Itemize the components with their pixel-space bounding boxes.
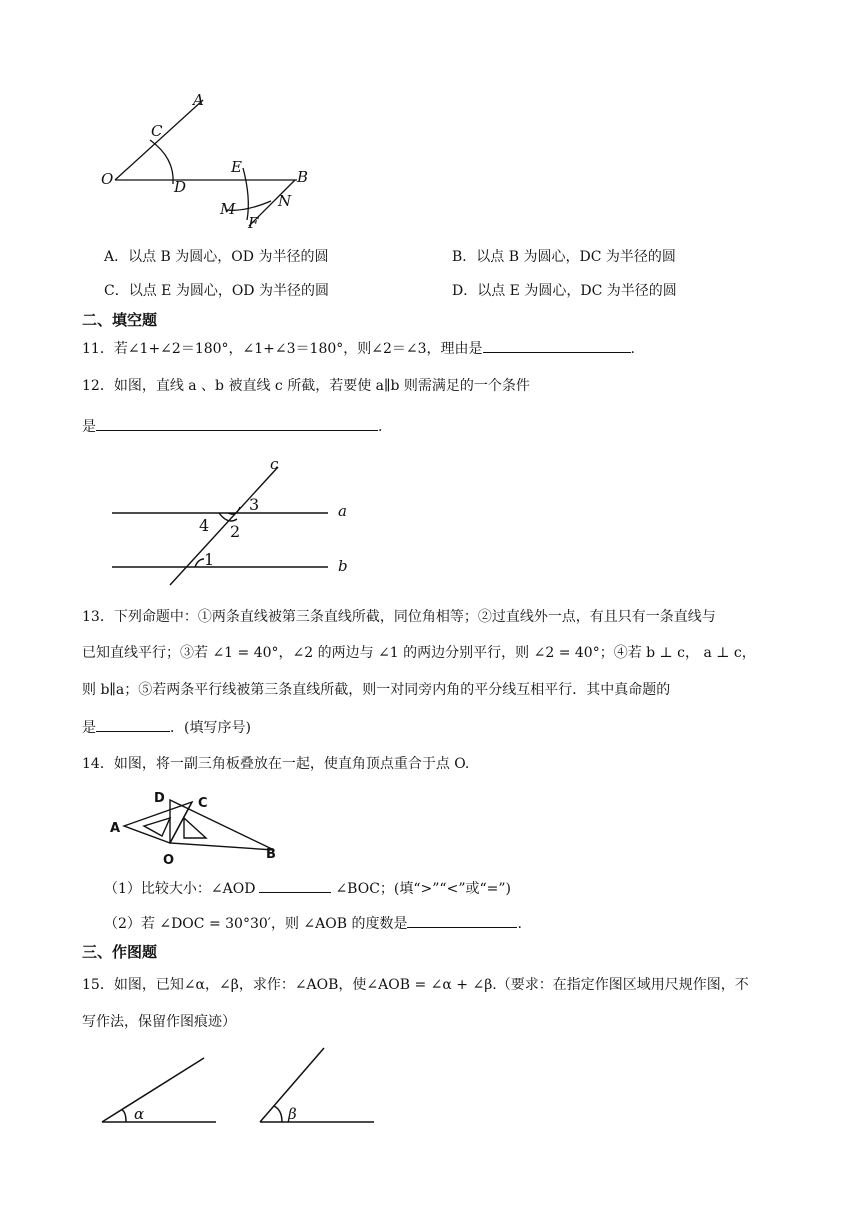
option-b: B．以点 B 为圆心，DC 为半径的圆 [452, 249, 676, 265]
label-a: a [338, 502, 347, 520]
question-12-line2 [82, 416, 382, 437]
label-beta: β [288, 1105, 297, 1123]
q14-sub1-end: ∠BOC；(填“>”“<”或“=”) [335, 881, 511, 897]
label-alpha: α [134, 1105, 145, 1123]
option-d: D．以点 E 为圆心，DC 为半径的圆 [452, 283, 677, 299]
label-O: O [101, 170, 114, 188]
label-C: C [198, 796, 208, 811]
label-B: B [266, 847, 276, 862]
question-14-sub2 [104, 913, 522, 934]
q12-line2-start: 是 [82, 419, 96, 435]
figure-triangle-rulers [106, 788, 296, 868]
label-2: 2 [230, 522, 241, 541]
q11-text: 11．若∠1+∠2＝180°，∠1+∠3＝180°，则∠2＝∠3，理由是 [82, 341, 483, 357]
label-A: A [110, 821, 121, 836]
question-11 [82, 338, 635, 359]
label-D: D [174, 178, 187, 196]
question-15-line1: 15．如图，已知∠α，∠β，求作：∠AOB，使∠AOB = ∠α + ∠β.（要求：在指定作图区域用尺规作图，不 [82, 977, 749, 993]
q11-end: . [630, 341, 635, 357]
q13-line4-start: 是 [82, 720, 96, 736]
q14-sub2-end: . [517, 916, 522, 932]
q14-sub2-blank[interactable] [407, 913, 517, 928]
figure-transversal [100, 455, 370, 590]
label-D: D [154, 791, 165, 806]
question-15-line2: 写作法，保留作图痕迹） [82, 1014, 236, 1030]
label-A: A [193, 91, 204, 109]
q14-sub2-start: （2）若 ∠DOC = 30°30′，则 ∠AOB 的度数是 [104, 916, 408, 932]
label-4: 4 [199, 516, 210, 535]
question-13-line2: 已知直线平行；③若 ∠1 = 40°，∠2 的两边与 ∠1 的两边分别平行，则 ∠2 = 40°；④若 b ⊥ c， a ⊥ c， [82, 645, 756, 661]
q11-answer-blank[interactable] [483, 338, 631, 353]
label-B: B [297, 168, 309, 186]
label-c: c [270, 455, 279, 473]
q13-answer-blank[interactable] [96, 717, 170, 732]
question-14-sub1 [104, 878, 511, 899]
q14-sub1-start: （1）比较大小：∠AOD [104, 881, 256, 897]
label-b: b [338, 557, 348, 575]
option-c: C．以点 E 为圆心，OD 为半径的圆 [104, 283, 329, 299]
label-3: 3 [249, 495, 260, 514]
figure-angle-construction [95, 88, 325, 238]
label-O: O [163, 853, 175, 868]
question-13-line4 [82, 717, 251, 738]
question-12-line1: 12．如图，直线 a 、b 被直线 c 所截，若要使 a∥b 则需满足的一个条件 [82, 378, 530, 394]
label-M: M [220, 200, 236, 218]
label-C: C [151, 122, 163, 140]
label-E: E [231, 158, 242, 176]
q12-answer-blank[interactable] [96, 416, 378, 431]
q12-end: . [378, 419, 383, 435]
section-title-fill-in: 二、填空题 [82, 311, 158, 329]
label-1: 1 [204, 550, 215, 569]
question-13-line3: 则 b∥a；⑤若两条平行线被第三条直线所截，则一对同旁内角的平分线互相平行．其中真命题的 [82, 682, 671, 698]
q14-sub1-blank[interactable] [259, 878, 331, 893]
question-13-line1: 13．下列命题中：①两条直线被第三条直线所截，同位角相等；②过直线外一点，有且只有一条直线与 [82, 609, 716, 625]
option-a: A．以点 B 为圆心，OD 为半径的圆 [104, 249, 329, 265]
question-14: 14．如图，将一副三角板叠放在一起，使直角顶点重合于点 O. [82, 756, 470, 772]
label-F: F [248, 214, 259, 232]
section-title-construction: 三、作图题 [82, 943, 158, 961]
label-N: N [278, 192, 292, 210]
q13-line4-end: ．(填写序号) [170, 720, 251, 736]
figure-angles-alpha-beta [96, 1040, 386, 1132]
